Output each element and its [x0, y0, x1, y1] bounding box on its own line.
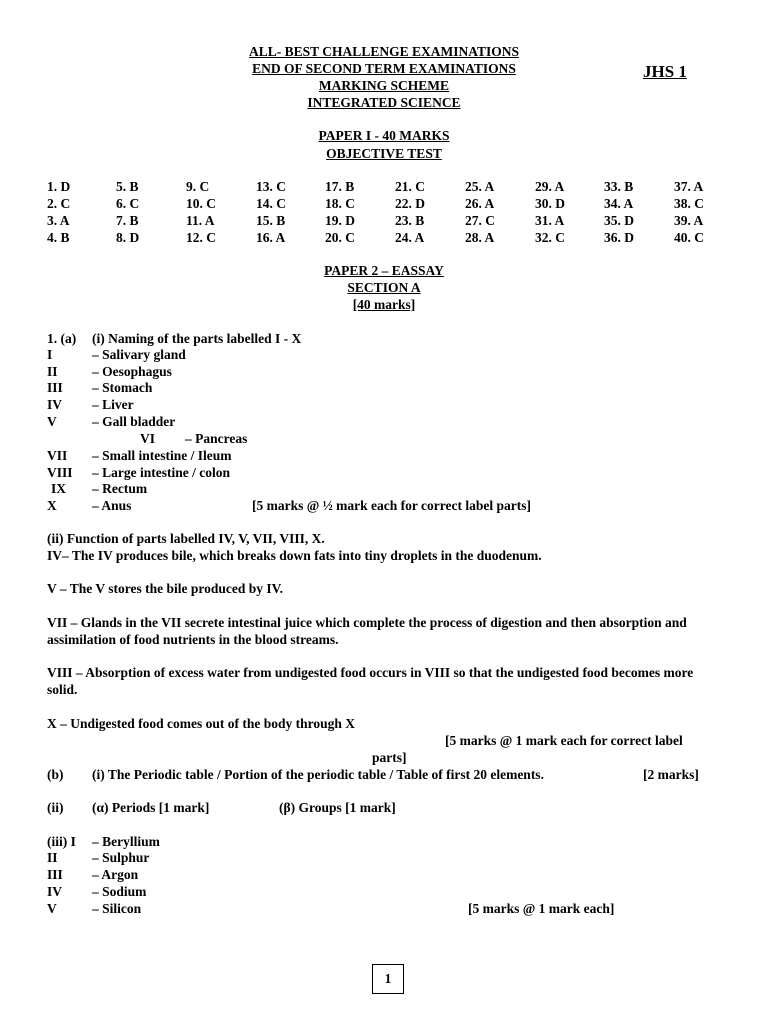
part-num: I	[47, 347, 53, 362]
answer-column	[325, 178, 355, 246]
answer-item: 22. D	[395, 196, 425, 211]
header-line-1: ALL- BEST CHALLENGE EXAMINATIONS	[249, 44, 519, 59]
part-name: – Stomach	[92, 380, 153, 395]
part-name: – Small intestine / Ileum	[92, 448, 232, 463]
q1b-ii-label: (ii)	[47, 800, 64, 815]
answer-item: 34. A	[604, 196, 634, 211]
answer-column	[674, 178, 704, 246]
answer-item: 39. A	[674, 213, 704, 228]
answer-column	[47, 178, 70, 246]
part-name: – Gall bladder	[92, 414, 176, 429]
element-num: III	[47, 867, 63, 882]
q1b-label: (b)	[47, 767, 64, 782]
answer-column	[465, 178, 495, 246]
section-marks: [40 marks]	[352, 297, 416, 312]
element-name: – Silicon	[92, 901, 142, 916]
answer-item: 31. A	[535, 213, 565, 228]
answer-item: 10. C	[186, 196, 216, 211]
answer-item: 33. B	[604, 179, 634, 194]
answer-column	[395, 178, 425, 246]
answer-item: 37. A	[674, 179, 704, 194]
part-num: IV	[47, 397, 63, 412]
answer-item: 32. C	[535, 230, 565, 245]
marks-note: [5 marks @ ½ mark each for correct label parts]	[252, 498, 531, 513]
answer-column	[256, 178, 286, 246]
class-label: JHS 1	[643, 62, 687, 81]
answer-item: 40. C	[674, 230, 704, 245]
answer-item: 36. D	[604, 230, 634, 245]
part-num: VII	[47, 448, 68, 463]
paper2-title: PAPER 2 – EASSAY	[324, 263, 444, 278]
answer-item: 8. D	[116, 230, 140, 245]
paper1-subtitle: OBJECTIVE TEST	[326, 146, 442, 161]
part-num: X	[47, 498, 57, 513]
answer-column	[535, 178, 565, 246]
answer-item: 1. D	[47, 179, 71, 194]
answer-item: 3. A	[47, 213, 70, 228]
answer-item: 7. B	[116, 213, 139, 228]
paper1-title: PAPER I - 40 MARKS	[318, 128, 450, 143]
part-num: II	[47, 364, 58, 379]
functions-marks-cont: parts]	[372, 750, 407, 765]
part-name: – Liver	[92, 397, 134, 412]
answer-item: 29. A	[535, 179, 565, 194]
element-num: V	[47, 901, 57, 916]
q1b-ii-periods: (α) Periods [1 mark]	[92, 800, 210, 815]
function-item: VII – Glands in the VII secrete intestinal juice which complete the process of digestion and then absorption and assimilation of food nutrients in the blood streams.	[47, 615, 687, 647]
answer-item: 23. B	[395, 213, 425, 228]
answer-column	[116, 178, 139, 246]
element-name: – Argon	[92, 867, 139, 882]
part-name: – Large intestine / colon	[92, 465, 230, 480]
function-item: VIII – Absorption of excess water from undigested food occurs in VIII so that the undigested food becomes more solid.	[47, 665, 694, 697]
element-name: – Sulphur	[92, 850, 150, 865]
header-line-2: END OF SECOND TERM EXAMINATIONS	[252, 61, 516, 76]
answer-item: 30. D	[535, 196, 565, 211]
element-num: (iii) I	[47, 834, 76, 849]
part-name: – Oesophagus	[92, 364, 172, 379]
q1b-ii-groups: (β) Groups [1 mark]	[279, 800, 396, 815]
answer-item: 9. C	[186, 179, 210, 194]
part-name: – Anus	[92, 498, 132, 513]
q1b-marks: [2 marks]	[643, 767, 699, 782]
function-item: V – The V stores the bile produced by IV.	[47, 581, 284, 596]
element-num: II	[47, 850, 58, 865]
answer-item: 17. B	[325, 179, 355, 194]
answer-item: 24. A	[395, 230, 425, 245]
part-name: – Pancreas	[185, 431, 248, 446]
q1a-heading: (i) Naming of the parts labelled I - X	[92, 331, 302, 346]
page-number: 1	[372, 964, 404, 994]
part-num: IX	[51, 481, 67, 496]
answer-item: 14. C	[256, 196, 286, 211]
function-item: IV– The IV produces bile, which breaks down fats into tiny droplets in the duodenum.	[47, 548, 542, 563]
section-title: SECTION A	[347, 280, 421, 295]
function-item: X – Undigested food comes out of the body through X	[47, 716, 356, 731]
answer-item: 4. B	[47, 230, 70, 245]
element-name: – Sodium	[92, 884, 147, 899]
answer-item: 2. C	[47, 196, 71, 211]
functions-marks: [5 marks @ 1 mark each for correct label	[445, 733, 683, 748]
answer-item: 35. D	[604, 213, 634, 228]
part-num: V	[47, 414, 57, 429]
part-num: VI	[140, 431, 156, 446]
answer-item: 21. C	[395, 179, 425, 194]
answer-item: 20. C	[325, 230, 355, 245]
part-num: VIII	[47, 465, 73, 480]
answer-column	[604, 178, 634, 246]
answer-item: 11. A	[186, 213, 215, 228]
element-name: – Beryllium	[92, 834, 160, 849]
part-name: – Salivary gland	[92, 347, 186, 362]
answer-item: 27. C	[465, 213, 495, 228]
answer-column	[186, 178, 216, 246]
answer-item: 12. C	[186, 230, 216, 245]
part-num: III	[47, 380, 63, 395]
answer-item: 19. D	[325, 213, 355, 228]
q1b-text: (i) The Periodic table / Portion of the periodic table / Table of first 20 elements.	[92, 767, 544, 782]
answer-item: 6. C	[116, 196, 140, 211]
answer-item: 25. A	[465, 179, 495, 194]
answer-item: 13. C	[256, 179, 286, 194]
answer-item: 28. A	[465, 230, 495, 245]
answer-item: 18. C	[325, 196, 355, 211]
element-num: IV	[47, 884, 63, 899]
iii-marks: [5 marks @ 1 mark each]	[468, 901, 615, 916]
answer-item: 38. C	[674, 196, 704, 211]
answer-item: 15. B	[256, 213, 286, 228]
answer-item: 26. A	[465, 196, 495, 211]
header-line-4: INTEGRATED SCIENCE	[307, 95, 461, 110]
q1a-number: 1. (a)	[47, 331, 77, 346]
header-line-3: MARKING SCHEME	[318, 78, 450, 93]
functions-heading: (ii) Function of parts labelled IV, V, VII, VIII, X.	[47, 531, 325, 546]
answer-item: 16. A	[256, 230, 286, 245]
answer-item: 5. B	[116, 179, 139, 194]
part-name: – Rectum	[92, 481, 148, 496]
